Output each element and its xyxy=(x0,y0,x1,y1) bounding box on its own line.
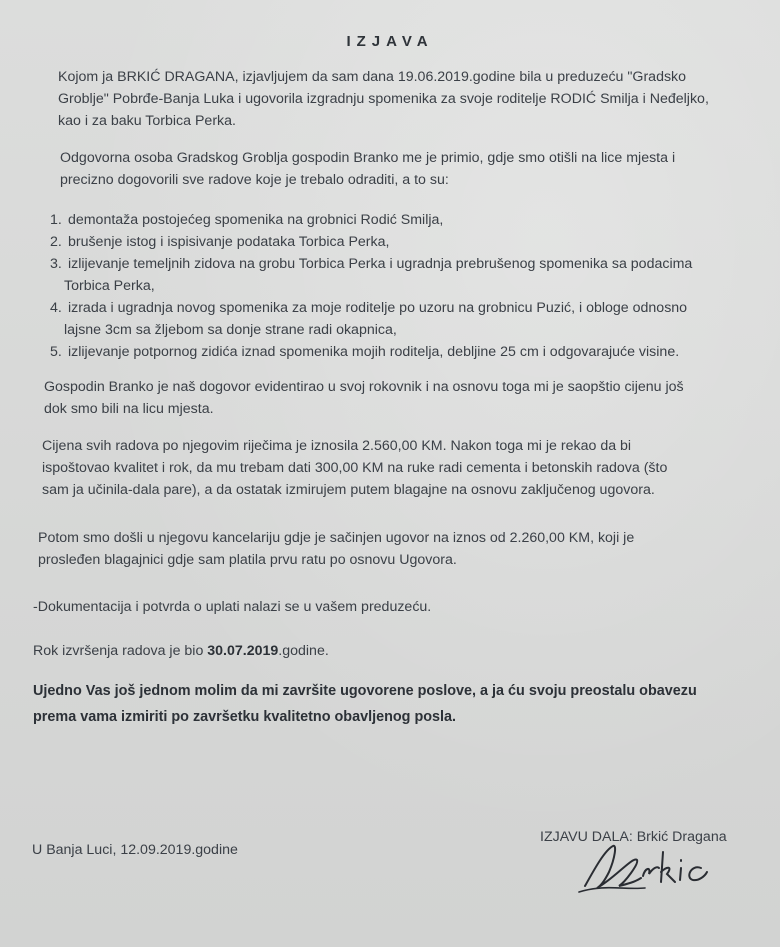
text-line: Cijena svih radova po njegovim riječima je iznosila 2.560,00 KM. Nakon toga mi je rekao da bi xyxy=(42,438,632,454)
document-title: IZJAVA xyxy=(346,33,434,50)
list-item-continuation: Torbica Perka, xyxy=(64,278,155,294)
contract-paragraph xyxy=(38,527,634,571)
responsible-person-paragraph xyxy=(60,147,675,191)
agreement-paragraph xyxy=(44,376,684,420)
signature-stroke xyxy=(680,860,681,880)
text-line: prosleđen blagajnici gdje sam platila prvu ratu po osnovu Ugovora. xyxy=(38,552,457,568)
text-line: Ujedno Vas još jednom molim da mi završite ugovorene poslove, a ja ću svoju preostalu obavezu xyxy=(33,683,697,699)
list-item-text: izlijevanje potpornog zidića iznad spomenika mojih roditelja, debljine 25 cm i odgovarajuće visine. xyxy=(67,344,680,360)
deadline-suffix: .godine. xyxy=(278,643,329,659)
list-number: 5. xyxy=(50,344,62,360)
signature-stroke xyxy=(689,867,707,880)
list-item-text: brušenje istog i ispisivanje podataka Torbica Perka, xyxy=(67,234,390,250)
text-line: Gospodin Branko je naš dogovor evidentirao u svoj rokovnik i na osnovu toga mi je saopštio cijenu još xyxy=(44,379,684,395)
text-line: ispoštovao kvalitet i rok, da mu trebam dati 300,00 KM na ruke radi cementa i betonskih radova (što xyxy=(42,460,668,476)
text-line: kao i za baku Torbica Perka. xyxy=(58,113,236,129)
list-item-text: demontaža postojećeg spomenika na grobnici Rodić Smilja, xyxy=(67,212,444,228)
list-number: 3. xyxy=(50,256,62,272)
list-number: 4. xyxy=(50,300,62,316)
deadline-paragraph xyxy=(33,640,329,662)
list-item-text: izrada i ugradnja novog spomenika za moje roditelje po uzoru na grobnicu Puzić, i obloge odnosno xyxy=(67,300,688,316)
text-line: sam ja učinila-dala pare), a da ostatak izmirujem putem blagajne na osnovu zaključenog ugovora. xyxy=(42,482,655,498)
text-line: Kojom ja BRKIĆ DRAGANA, izjavljujem da sam dana 19.06.2019.godine bila u preduzeću "Gradsko xyxy=(58,69,687,85)
request-paragraph xyxy=(33,678,697,730)
price-paragraph xyxy=(42,435,667,501)
deadline-prefix: Rok izvršenja radova je bio xyxy=(33,643,208,659)
intro-paragraph xyxy=(58,66,709,132)
deadline-date: 30.07.2019 xyxy=(207,643,279,659)
text-line: prema vama izmiriti po završetku kvalitetno obavljenog posla. xyxy=(33,709,457,725)
list-item xyxy=(50,209,692,231)
works-list xyxy=(50,209,692,363)
signature-stroke xyxy=(661,852,675,882)
signature-stroke xyxy=(585,846,641,888)
documentation-paragraph: -Dokumentacija i potvrda o uplati nalazi se u vašem preduzeću. xyxy=(33,599,432,615)
handwritten-signature xyxy=(575,838,725,898)
signature-stroke xyxy=(643,867,659,876)
place-date: U Banja Luci, 12.09.2019.godine xyxy=(32,842,238,858)
list-number: 1. xyxy=(50,212,62,228)
list-item xyxy=(50,341,692,363)
text-line: precizno dogovorili sve radove koje je trebalo odraditi, a to su: xyxy=(60,172,449,188)
text-line: dok smo bili na licu mjesta. xyxy=(44,401,214,417)
list-item-text: izlijevanje temeljnih zidova na grobu Torbica Perka i ugradnja prebrušenog spomenika sa podacima xyxy=(67,256,693,272)
text-line: Potom smo došli u njegovu kancelariju gdje je sačinjen ugovor na iznos od 2.260,00 KM, koji je xyxy=(38,530,635,546)
list-item xyxy=(50,231,692,253)
text-line: Groblje" Pobrđe-Banja Luka i ugovorila izgradnju spomenika za svoje roditelje RODIĆ Smilja i Neđeljko, xyxy=(58,91,709,107)
text-line: Odgovorna osoba Gradskog Groblja gospodin Branko me je primio, gdje smo otišli na lice mjesta i xyxy=(60,150,676,166)
signature-label: IZJAVU DALA: Brkić Dragana xyxy=(540,829,727,845)
list-item xyxy=(50,253,692,297)
list-item-continuation: lajsne 3cm sa žljebom sa donje strane radi okapnica, xyxy=(64,322,397,338)
list-number: 2. xyxy=(50,234,62,250)
list-item xyxy=(50,297,692,341)
signature-stroke xyxy=(579,888,645,892)
